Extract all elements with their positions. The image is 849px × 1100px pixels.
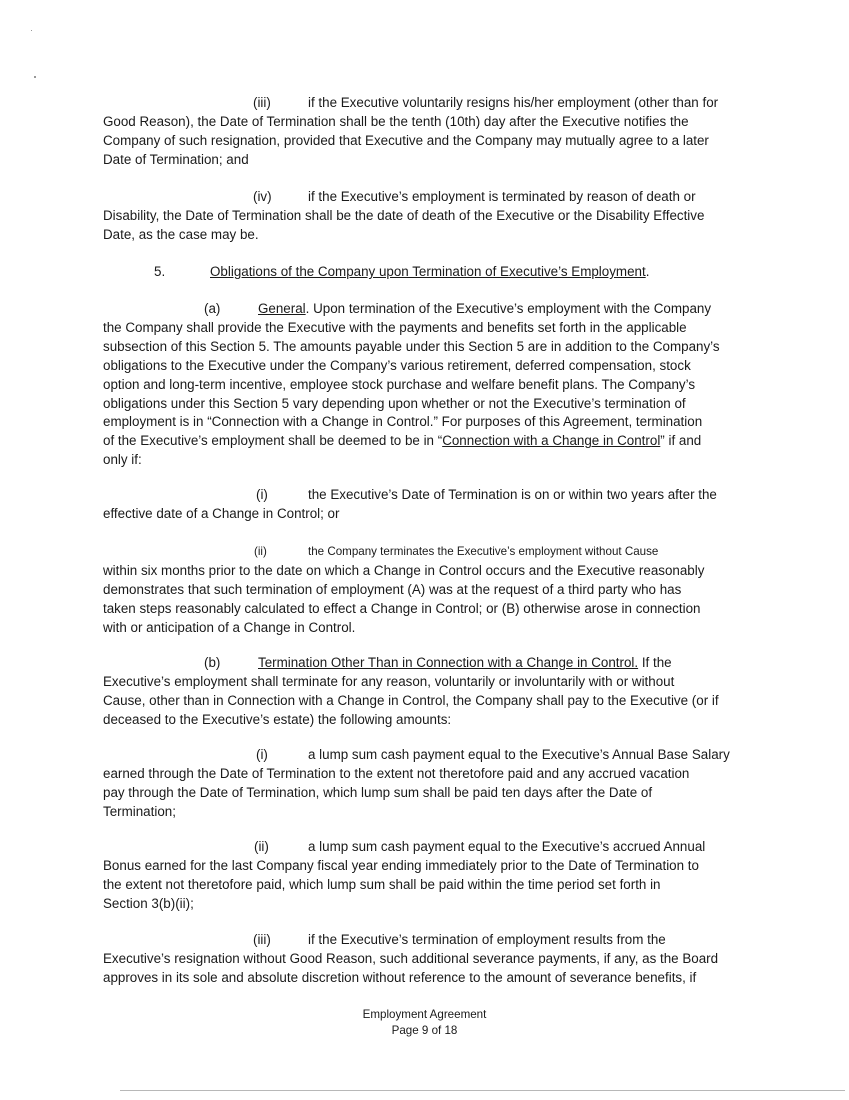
text-line: taken steps reasonably calculated to effect a Change in Control; or (B) otherwise arose in connection	[103, 600, 701, 616]
text-line: Termination;	[103, 803, 176, 819]
clause-text	[103, 654, 753, 730]
text-line: within six months prior to the date on which a Change in Control occurs and the Executive reasonably	[103, 562, 705, 578]
text-line: the Executive’s Date of Termination is on or within two years after the	[308, 487, 717, 502]
text-line: only if:	[103, 452, 142, 468]
text-line: earned through the Date of Termination to the extent not theretofore paid and any accrued vacation	[103, 765, 690, 781]
clause-title-rest: . Upon termination of the Executive’s employment with the Company	[305, 301, 712, 316]
clause-text	[103, 300, 753, 470]
clause-label: (b)	[204, 655, 221, 670]
text-line: approves in its sole and absolute discretion without reference to the amount of severance benefits, if	[103, 969, 697, 985]
text-line: subsection of this Section 5. The amounts payable under this Section 5 are in addition to the Company’s	[103, 338, 720, 354]
clause-text	[103, 188, 753, 245]
text-line: Cause, other than in Connection with a Change in Control, the Company shall pay to the Executive (or if	[103, 692, 719, 708]
text-line: employment is in “Connection with a Change in Control.” For purposes of this Agreement, termination	[103, 414, 703, 430]
section-number: 5.	[154, 264, 166, 279]
text-line: demonstrates that such termination of employment (A) was at the request of a third party who has	[103, 581, 682, 597]
text-line: Company of such resignation, provided that Executive and the Company may mutually agree to a later	[103, 132, 709, 148]
text-line: option and long-term incentive, employee stock purchase and welfare benefit plans. The Company’s	[103, 376, 696, 392]
text-line: a lump sum cash payment equal to the Executive’s Annual Base Salary	[308, 747, 730, 762]
text-line: the extent not theretofore paid, which lump sum shall be paid within the time period set forth in	[103, 876, 661, 892]
section-title-text: Obligations of the Company upon Termination of Executive’s Employment	[210, 264, 646, 279]
section-title	[210, 263, 649, 282]
text-line	[103, 654, 753, 673]
clause-text	[103, 486, 753, 524]
page-footer	[0, 1007, 849, 1039]
text-line: Executive’s employment shall terminate for any reason, voluntarily or involuntarily with or without	[103, 673, 675, 689]
scan-edge-line	[120, 1090, 845, 1091]
text-line	[103, 432, 753, 451]
clause-title: Termination Other Than in Connection with a Change in Control.	[258, 655, 639, 670]
text-line: obligations to the Executive under the Company’s various retirement, deferred compensation, stock	[103, 357, 691, 373]
text-line: with or anticipation of a Change in Control.	[103, 619, 356, 635]
text-line: Executive’s resignation without Good Reason, such additional severance payments, if any, as the Board	[103, 950, 719, 966]
scan-speck	[34, 76, 36, 78]
section-title-period: .	[645, 264, 650, 279]
text-line: obligations under this Section 5 vary depending upon whether or not the Executive’s termination of	[103, 395, 686, 411]
text-line: the Company shall provide the Executive with the payments and benefits set forth in the applicable	[103, 319, 687, 335]
clause-label: (ii)	[254, 839, 269, 854]
defined-term: Connection with a Change in Control	[442, 433, 661, 449]
text-line: a lump sum cash payment equal to the Executive’s accrued Annual	[308, 839, 706, 854]
clause-label: (i)	[256, 487, 268, 502]
text-line: Bonus earned for the last Company fiscal year ending immediately prior to the Date of Termination to	[103, 857, 699, 873]
line-pre: of the Executive’s employment shall be deemed to be in “	[103, 433, 443, 449]
line-post: ” if and	[660, 433, 702, 449]
clause-text	[103, 543, 753, 638]
clause-label: (iii)	[253, 95, 271, 110]
text-line: Date, as the case may be.	[103, 226, 259, 242]
text-line: if the Executive’s employment is terminated by reason of death or	[308, 189, 696, 204]
text-line: pay through the Date of Termination, which lump sum shall be paid ten days after the Date of	[103, 784, 653, 800]
clause-label: (a)	[204, 301, 221, 316]
scan-speck	[31, 30, 32, 31]
text-line: Disability, the Date of Termination shall be the date of death of the Executive or the Disability Effective	[103, 207, 705, 223]
clause-label: (ii)	[254, 545, 267, 558]
clause-label: (iii)	[253, 932, 271, 947]
text-line	[103, 300, 753, 319]
clause-title: General	[258, 301, 306, 316]
clause-text	[103, 94, 753, 170]
clause-label: (iv)	[253, 189, 272, 204]
text-line: deceased to the Executive’s estate) the following amounts:	[103, 711, 452, 727]
text-line: Good Reason), the Date of Termination shall be the tenth (10th) day after the Executive notifies the	[103, 113, 689, 129]
text-line: effective date of a Change in Control; or	[103, 505, 340, 521]
text-line: if the Executive’s termination of employment results from the	[308, 932, 666, 947]
footer-title: Employment Agreement	[362, 1008, 487, 1021]
text-line: Section 3(b)(ii);	[103, 895, 194, 911]
text-line: if the Executive voluntarily resigns his/her employment (other than for	[308, 95, 719, 110]
clause-title-rest: If the	[638, 655, 672, 670]
clause-label: (i)	[256, 747, 268, 762]
clause-text	[103, 746, 753, 822]
clause-text	[103, 931, 753, 988]
text-line: Date of Termination; and	[103, 151, 249, 167]
text-line: the Company terminates the Executive’s employment without Cause	[308, 545, 659, 558]
footer-page-number: Page 9 of 18	[391, 1024, 458, 1037]
clause-text	[103, 838, 753, 914]
